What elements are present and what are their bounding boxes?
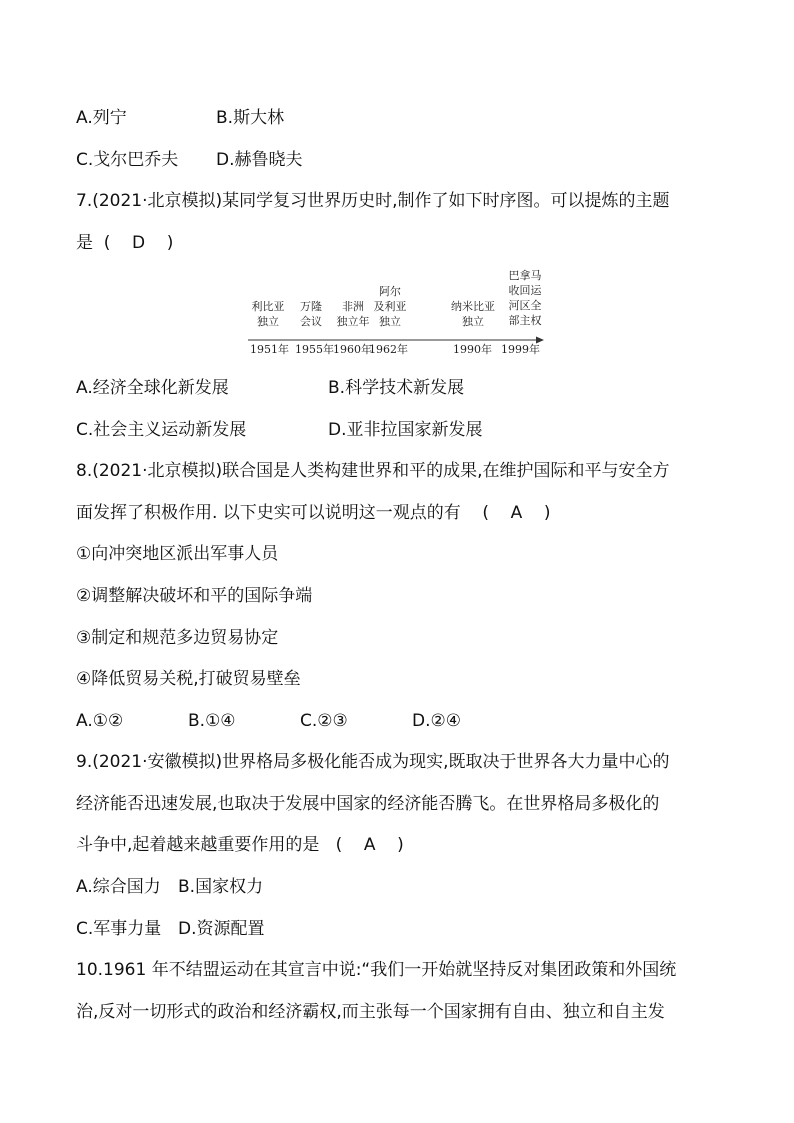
q7-option-d[interactable]: D.亚非拉国家新发展 <box>328 420 483 440</box>
timeline-year: 1999年 <box>501 343 540 356</box>
q8-option-b[interactable]: B.①④ <box>188 711 236 731</box>
q9-option-c[interactable]: C.军事力量 <box>76 919 162 939</box>
q9-option-d[interactable]: D.资源配置 <box>178 919 265 939</box>
q9-stem-line3: 斗争中,起着越来越重要作用的是 ( A ) <box>76 835 404 855</box>
timeline-year: 1955年 <box>295 343 334 356</box>
q8-option-a[interactable]: A.①② <box>76 711 124 731</box>
timeline-year: 1960年 <box>333 343 372 356</box>
q9-option-b[interactable]: B.国家权力 <box>178 877 264 897</box>
q7-stem-line2: 是 ( D ) <box>76 233 174 253</box>
q8-stem-line2: 面发挥了积极作用. 以下史实可以说明这一观点的有 ( A ) <box>76 503 551 523</box>
q8-option-c[interactable]: C.②③ <box>300 711 348 731</box>
timeline-year: 1990年 <box>453 343 492 356</box>
timeline-event-label: 利比亚 独立 <box>251 300 285 328</box>
q8-item: ②调整解决破坏和平的国际争端 <box>76 586 313 606</box>
q10-line2: 治,反对一切形式的政治和经济霸权,而主张每一个国家拥有自由、独立和自主发 <box>76 1002 665 1022</box>
q8-stem-line1: 8.(2021·北京模拟)联合国是人类构建世界和平的成果,在维护国际和平与安全方 <box>76 461 670 481</box>
timeline-year: 1951年 <box>250 343 289 356</box>
q7-stem-line1: 7.(2021·北京模拟)某同学复习世界历史时,制作了如下时序图。可以提炼的主题 <box>76 191 670 211</box>
q7-option-c[interactable]: C.社会主义运动新发展 <box>76 420 247 440</box>
q7-option-a[interactable]: A.经济全球化新发展 <box>76 378 229 398</box>
timeline-year: 1962年 <box>369 343 408 356</box>
timeline-event-label: 非洲 独立年 <box>336 300 370 328</box>
q6-option-b[interactable]: B.斯大林 <box>216 108 285 128</box>
q8-option-d[interactable]: D.②④ <box>412 711 461 731</box>
q6-option-d[interactable]: D.赫鲁晓夫 <box>216 150 303 170</box>
q8-item: ④降低贸易关税,打破贸易壁垒 <box>76 669 301 689</box>
timeline-event-label: 阿尔 及利亚 独立 <box>373 285 407 328</box>
q9-option-a[interactable]: A.综合国力 <box>76 877 161 897</box>
q6-option-a[interactable]: A.列宁 <box>76 108 127 128</box>
timeline-event-label: 万隆 会议 <box>300 300 322 328</box>
q9-stem-line2: 经济能否迅速发展,也取决于发展中国家的经济能否腾飞。在世界格局多极化的 <box>76 794 660 814</box>
q6-option-c[interactable]: C.戈尔巴乔夫 <box>76 150 179 170</box>
q8-item: ③制定和规范多边贸易协定 <box>76 628 279 648</box>
q8-item: ①向冲突地区派出军事人员 <box>76 544 279 564</box>
timeline-event-label: 纳米比亚 独立 <box>451 300 495 328</box>
q10-line1: 10.1961 年不结盟运动在其宣言中说:“我们一开始就坚持反对集团政策和外国统 <box>76 960 677 980</box>
q9-stem-line1: 9.(2021·安徽模拟)世界格局多极化能否成为现实,既取决于世界各大力量中心的 <box>76 752 670 772</box>
q7-option-b[interactable]: B.科学技术新发展 <box>328 378 465 398</box>
timeline-event-label: 巴拿马 收回运 河区全 部主权 <box>508 269 542 327</box>
